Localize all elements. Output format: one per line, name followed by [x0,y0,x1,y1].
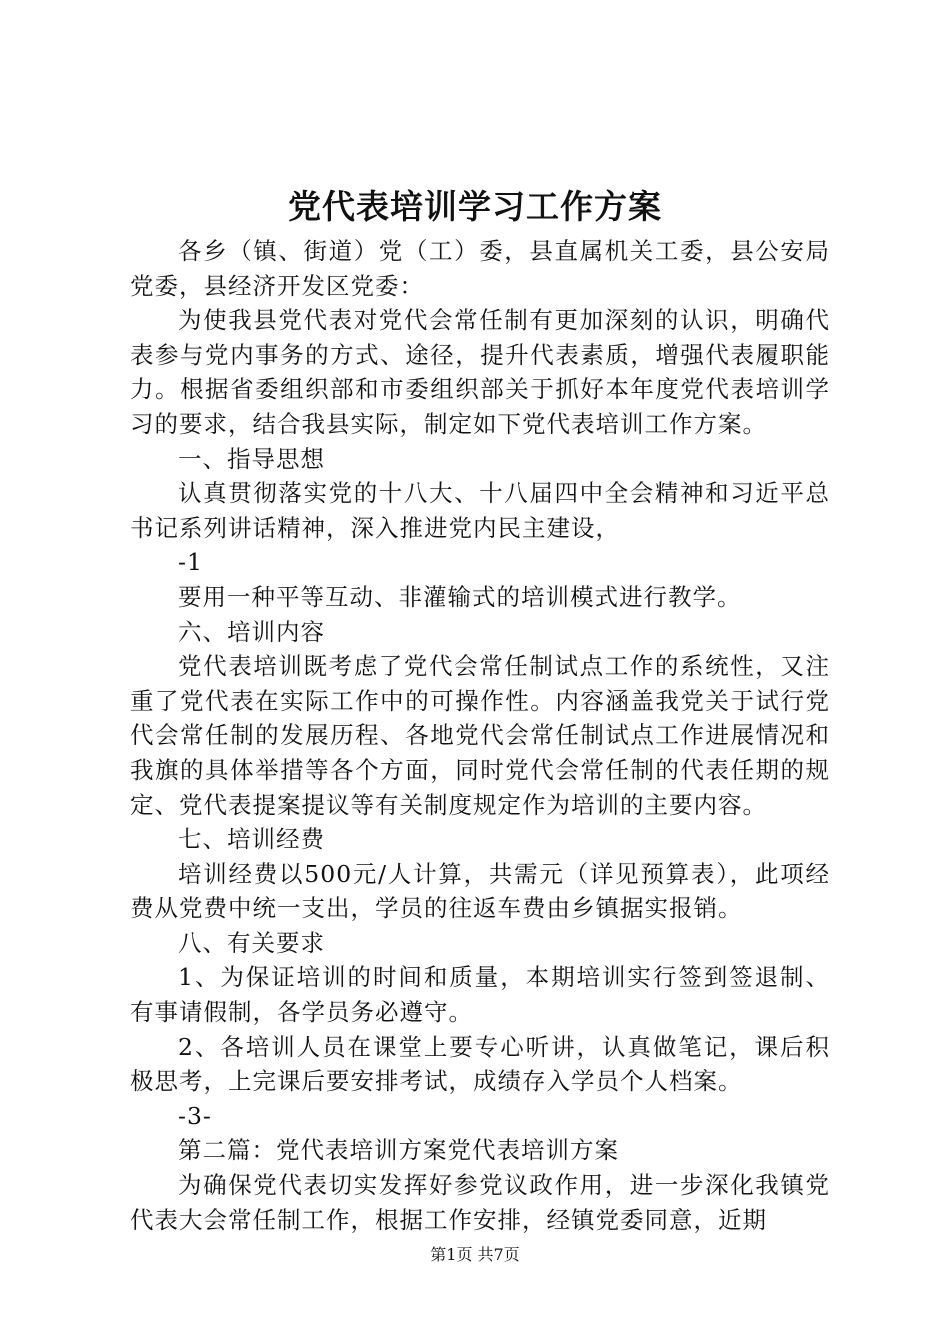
page-marker: -1 [178,548,203,577]
requirement-item-2: 2、各培训人员在课堂上要专心听讲，认真做笔记，课后积极思考，上完课后要安排考试，成绩存入学员个人档案。 [130,1032,830,1096]
addressee-paragraph: 各乡（镇、街道）党（工）委，县直属机关工委，县公安局党委，县经济开发区党委： [130,237,830,300]
second-article-paragraph: 为确保党代表切实发挥好参党议政作用，进一步深化我镇党代表大会常任制工作，根据工作安排，经镇党委同意，近期 [130,1171,830,1234]
section-heading-training-funds: 七、培训经费 [178,825,325,854]
section-heading-requirements: 八、有关要求 [178,928,325,957]
training-funds-paragraph: 培训经费以500元/人计算，共需元（详见预算表），此项经费从党费中统一支出，学员的往返车费由乡镇据实报销。 [130,859,830,923]
training-content-paragraph: 党代表培训既考虑了党代会常任制试点工作的系统性，又注重了党代表在实际工作中的可操作性。内容涵盖我党关于试行党代会常任制的发展历程、各地党代会常任制试点工作进展情况和我旗的具体举措等各个方面，同时党代会常任制的代表任期的规定、党代表提案提议等有关制度规定作为培训的主要内容。 [130,652,830,819]
teaching-mode-paragraph: 要用一种平等互动、非灌输式的培训模式进行教学。 [178,582,742,611]
guiding-ideology-paragraph: 认真贯彻落实党的十八大、十八届四中全会精神和习近平总书记系列讲话精神，深入推进党内民主建设， [130,479,830,542]
page-footer: 第1页 共7页 [430,1245,520,1264]
section-heading-guiding-ideology: 一、指导思想 [178,444,325,473]
document-title: 党代表培训学习工作方案 [288,187,662,226]
page-marker: -3- [178,1101,212,1130]
second-article-heading: 第二篇：党代表培训方案党代表培训方案 [178,1136,619,1165]
section-heading-training-content: 六、培训内容 [178,617,325,646]
document-body [130,234,830,1237]
requirement-item-1: 1、为保证培训的时间和质量，本期培训实行签到签退制、有事请假制，各学员务必遵守。 [130,963,830,1027]
intro-paragraph: 为使我县党代表对党代会常任制有更加深刻的认识，明确代表参与党内事务的方式、途径，提升代表素质，增强代表履职能力。根据省委组织部和市委组织部关于抓好本年度党代表培训学习的要求，结合我县实际，制定如下党代表培训工作方案。 [130,306,830,438]
